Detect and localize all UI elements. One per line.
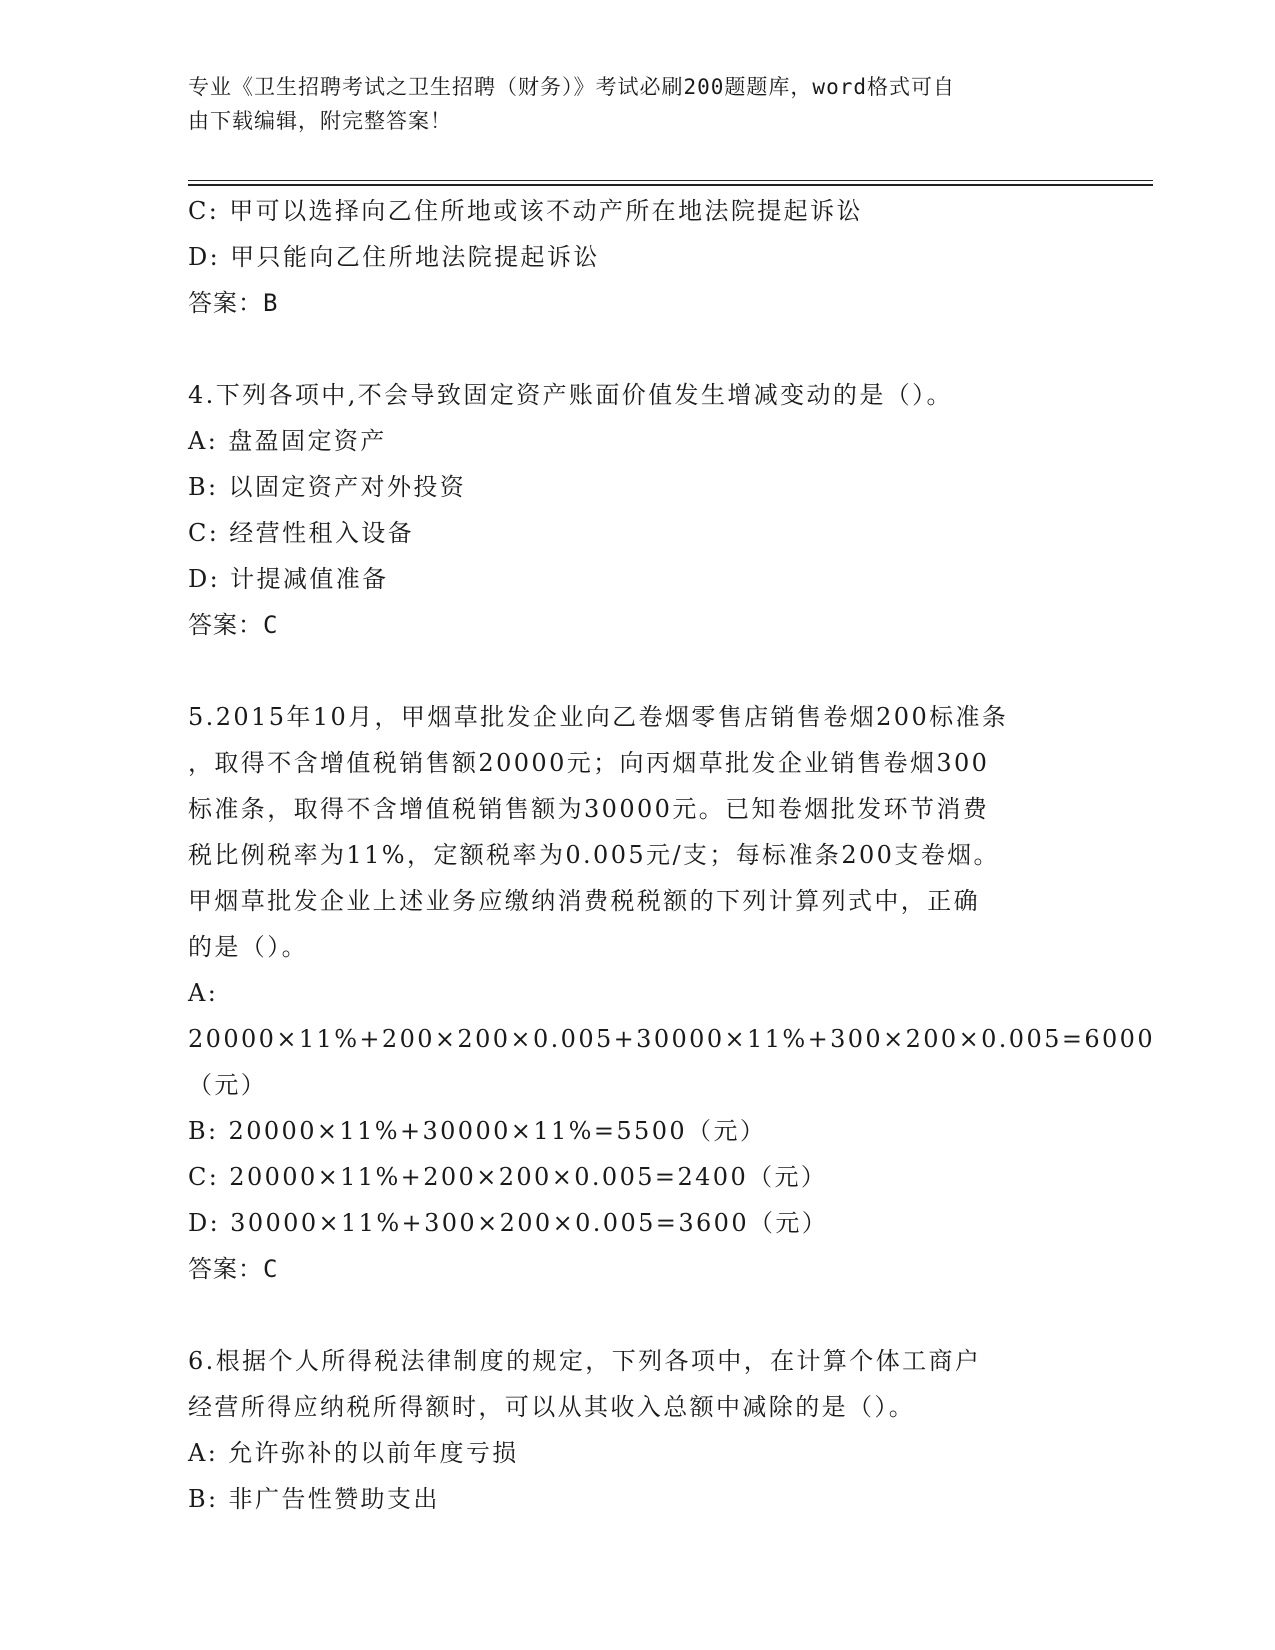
question-stem-line: 5.2015年10月，甲烟草批发企业向乙卷烟零售店销售卷烟200标准条 (188, 703, 1009, 731)
option-a: A: 允许弥补的以前年度亏损 (188, 1439, 519, 1467)
option-b: B: 20000×11%+30000×11%=5500（元） (188, 1117, 767, 1145)
answer: 答案：C (188, 1255, 279, 1283)
option-c: C: 甲可以选择向乙住所地或该不动产所在地法院提起诉讼 (188, 197, 863, 225)
answer: 答案：B (188, 289, 279, 317)
document-header (188, 70, 1088, 138)
option-a-continuation: （元） (188, 1071, 268, 1099)
answer: 答案：C (188, 611, 279, 639)
header-line-2: 由下载编辑，附完整答案！ (188, 109, 452, 133)
question-stem-line: 标准条，取得不含增值税销售额为30000元。已知卷烟批发环节消费 (188, 795, 990, 823)
question-stem-line: 甲烟草批发企业上述业务应缴纳消费税税额的下列计算列式中，正确 (188, 887, 980, 915)
option-c: C: 经营性租入设备 (188, 519, 415, 547)
question-3-tail (188, 188, 1088, 326)
question-body (188, 188, 1156, 1522)
question-6 (188, 1338, 1088, 1522)
option-d: D: 甲只能向乙住所地法院提起诉讼 (188, 243, 600, 271)
question-4 (188, 372, 1088, 648)
option-d: D: 30000×11%+300×200×0.005=3600（元） (188, 1209, 829, 1237)
question-stem-line: 的是（）。 (188, 933, 308, 961)
option-c: C: 20000×11%+200×200×0.005=2400（元） (188, 1163, 828, 1191)
question-5 (188, 694, 1156, 1292)
header-line-1: 专业《卫生招聘考试之卫生招聘（财务）》考试必刷200题题库，word格式可自 (188, 75, 955, 99)
header-divider-thin (188, 180, 1153, 181)
option-b: B: 非广告性赞助支出 (188, 1485, 440, 1513)
option-a: A: 20000×11%+200×200×0.005+30000×11%+300×200×0.005=6000 (188, 979, 1156, 1053)
question-stem-line: 6.根据个人所得税法律制度的规定，下列各项中，在计算个体工商户 (188, 1347, 982, 1375)
option-a: A: 盘盈固定资产 (188, 427, 387, 455)
option-d: D: 计提减值准备 (188, 565, 389, 593)
question-stem-line: 经营所得应纳税所得额时，可以从其收入总额中减除的是（）。 (188, 1393, 916, 1421)
option-b: B: 以固定资产对外投资 (188, 473, 467, 501)
question-stem-line: ，取得不含增值税销售额20000元；向丙烟草批发企业销售卷烟300 (188, 749, 990, 777)
question-stem-line: 税比例税率为11%，定额税率为0.005元/支；每标准条200支卷烟。 (188, 841, 1000, 869)
header-divider-thick (188, 184, 1153, 186)
question-stem: 4.下列各项中,不会导致固定资产账面价值发生增减变动的是（）。 (188, 381, 953, 409)
